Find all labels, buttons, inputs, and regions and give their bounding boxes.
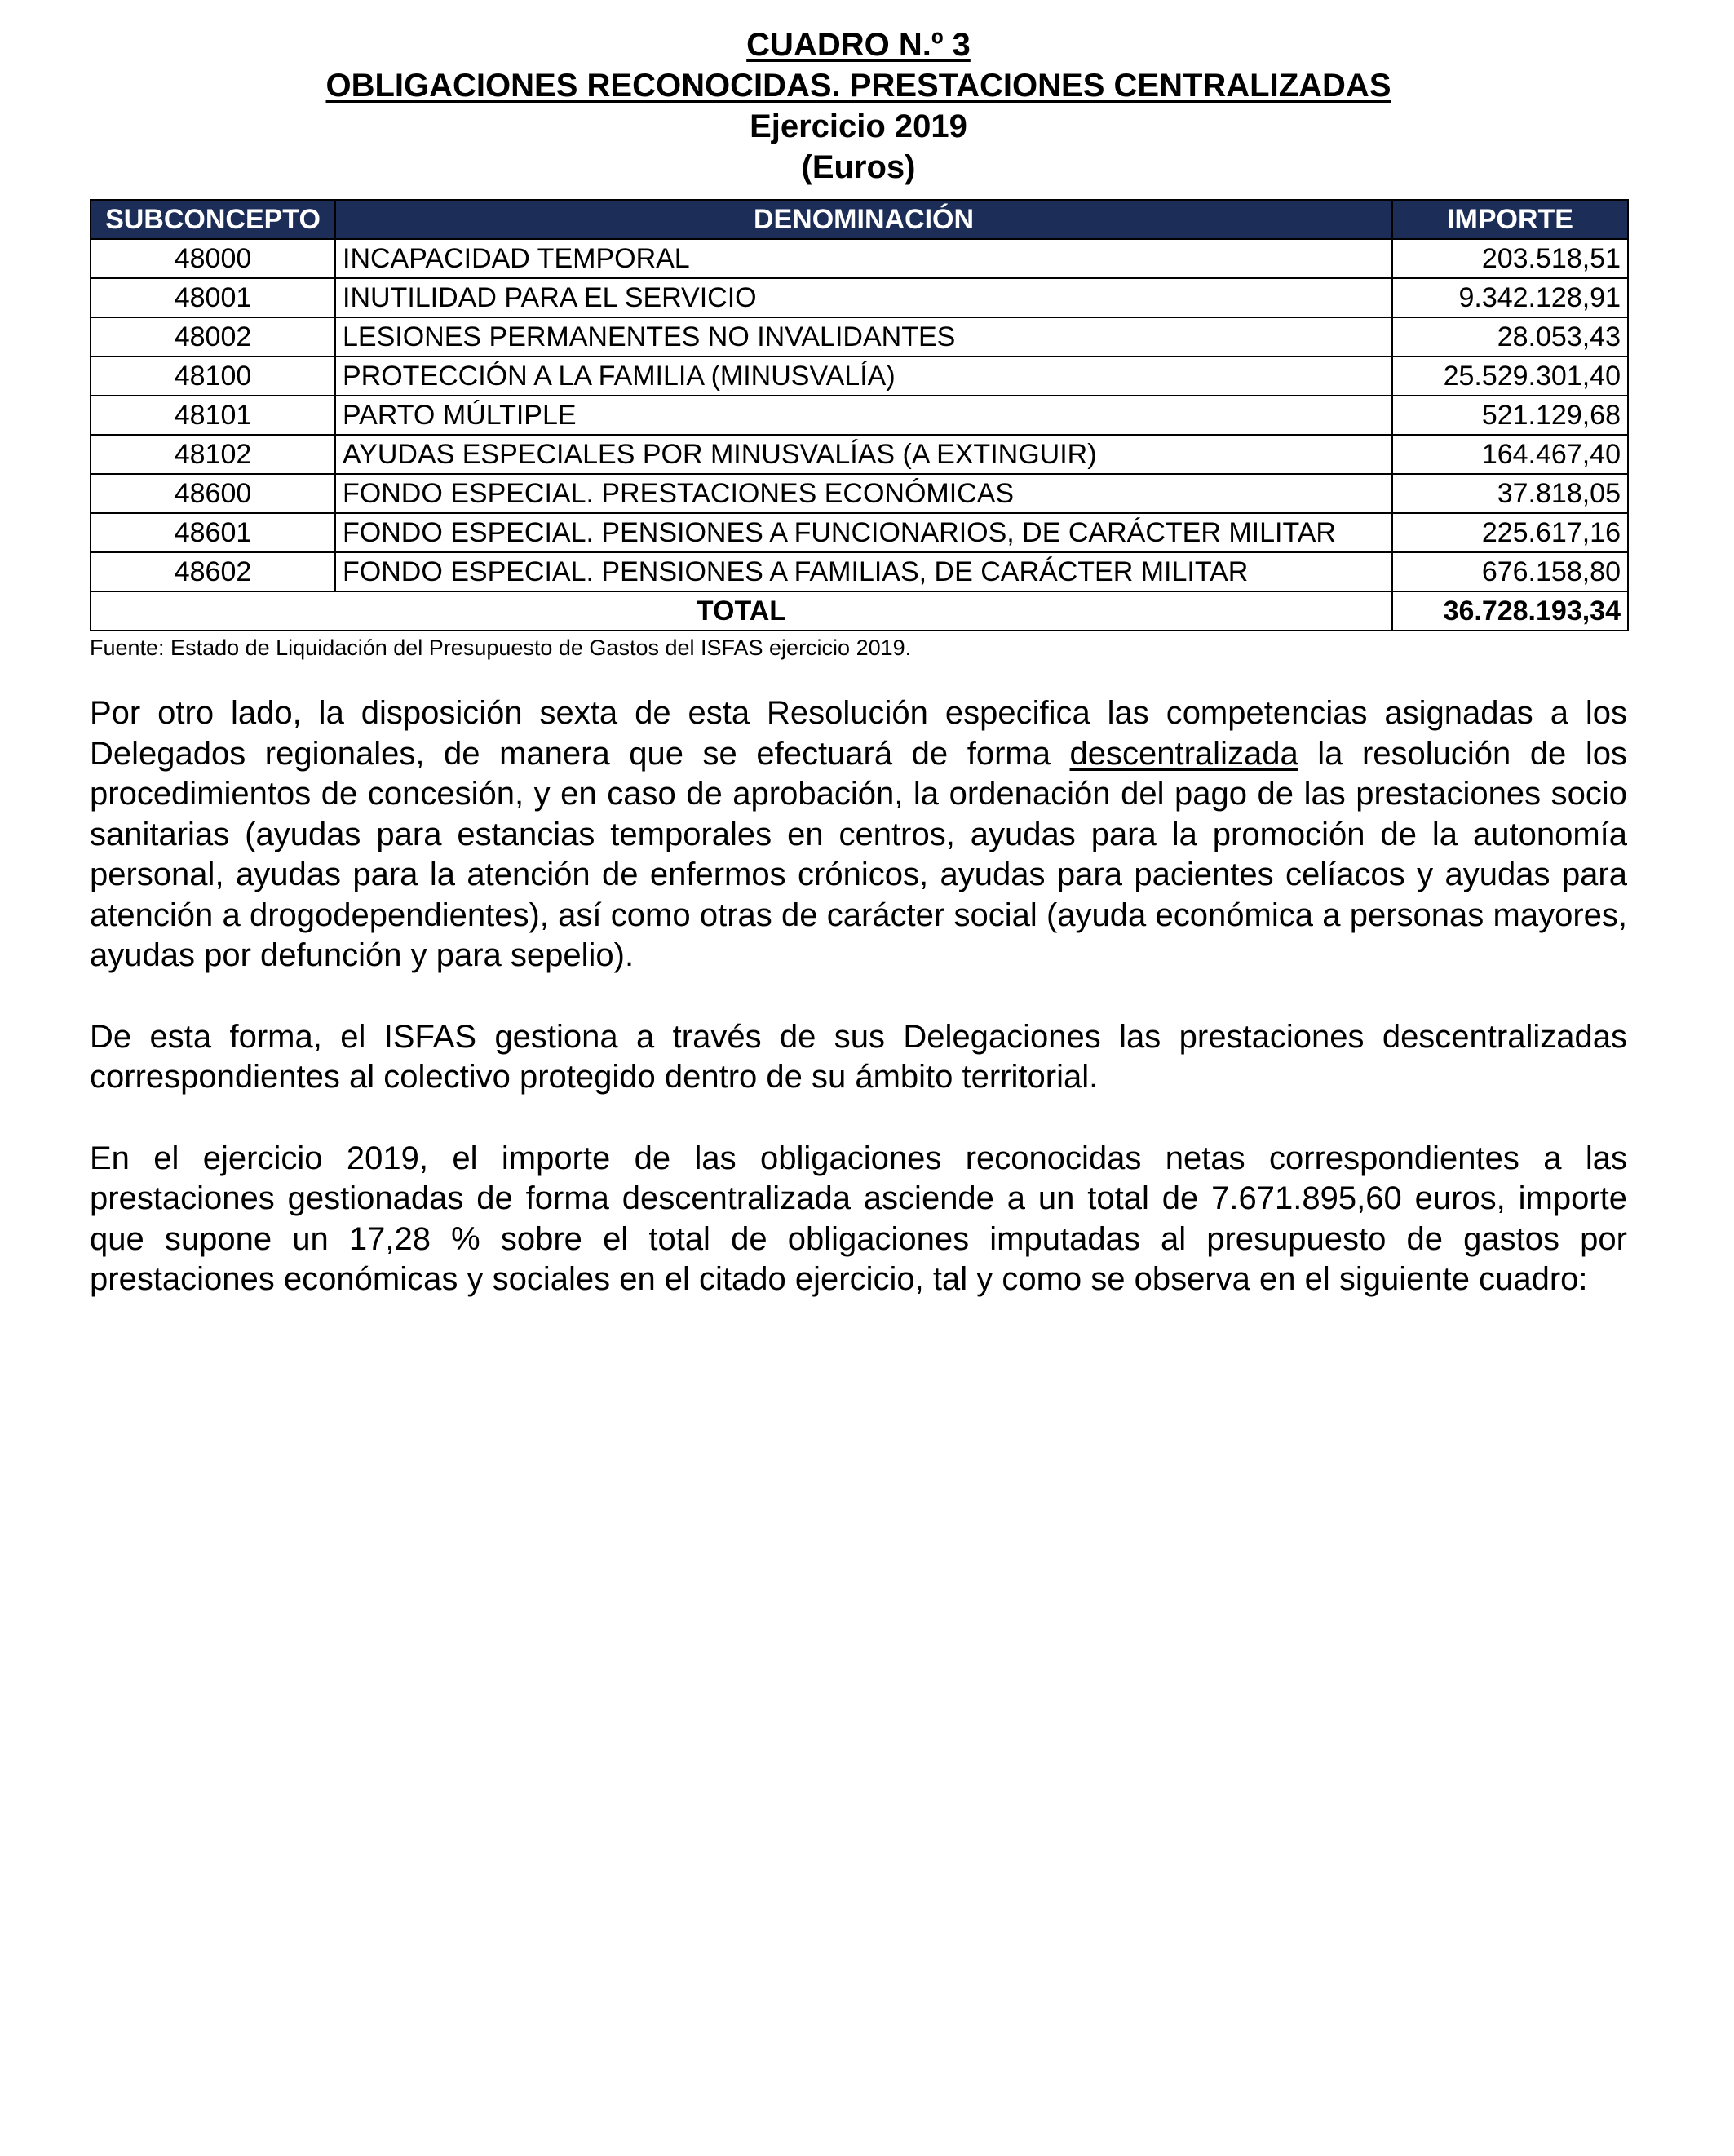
header-denominacion: DENOMINACIÓN xyxy=(335,200,1392,239)
obligaciones-table xyxy=(90,199,1629,631)
cell-importe: 203.518,51 xyxy=(1392,239,1628,278)
cell-subconcepto: 48101 xyxy=(91,396,335,435)
cuadro-title: OBLIGACIONES RECONOCIDAS. PRESTACIONES CENTRALIZADAS xyxy=(325,68,1391,104)
cell-denominacion: FONDO ESPECIAL. PENSIONES A FUNCIONARIOS, DE CARÁCTER MILITAR xyxy=(335,513,1392,552)
cell-denominacion: LESIONES PERMANENTES NO INVALIDANTES xyxy=(335,317,1392,356)
table-source-note: Fuente: Estado de Liquidación del Presupuesto de Gastos del ISFAS ejercicio 2019. xyxy=(90,635,912,660)
cuadro-number: CUADRO N.º 3 xyxy=(746,27,971,63)
cell-subconcepto: 48001 xyxy=(91,278,335,317)
table-total-row xyxy=(91,591,1628,631)
total-importe: 36.728.193,34 xyxy=(1392,591,1628,631)
cell-subconcepto: 48102 xyxy=(91,435,335,474)
table-row xyxy=(91,513,1628,552)
table-header-row xyxy=(91,200,1628,239)
cell-denominacion: INCAPACIDAD TEMPORAL xyxy=(335,239,1392,278)
table-heading xyxy=(90,24,1627,188)
document-page xyxy=(90,24,1627,1300)
cell-subconcepto: 48600 xyxy=(91,474,335,513)
paragraph-competencias xyxy=(90,693,1627,976)
paragraph-delegaciones: De esta forma, el ISFAS gestiona a través de sus Delegaciones las prestaciones descentralizadas correspondientes al colectivo protegido dentro de su ámbito territorial. xyxy=(90,1018,1627,1095)
table-row xyxy=(91,396,1628,435)
cuadro-year: Ejercicio 2019 xyxy=(750,108,967,144)
cell-subconcepto: 48602 xyxy=(91,552,335,591)
cell-importe: 28.053,43 xyxy=(1392,317,1628,356)
cell-denominacion: PARTO MÚLTIPLE xyxy=(335,396,1392,435)
table-row xyxy=(91,239,1628,278)
cell-denominacion: FONDO ESPECIAL. PRESTACIONES ECONÓMICAS xyxy=(335,474,1392,513)
cell-subconcepto: 48601 xyxy=(91,513,335,552)
total-label: TOTAL xyxy=(91,591,1392,631)
cell-importe: 676.158,80 xyxy=(1392,552,1628,591)
paragraph-text: la resolución de los procedimientos de concesión, y en caso de aprobación, la ordenación del pago de las prestaciones socio sanitarias (ayudas para estancias temporales en centros, ayudas para la promoción de la autonomía personal, ayudas para la atención de enfermos crónicos, ayudas para pacientes celíacos y ayudas para atención a drogodependientes), así como otras de carácter social (ayuda económica a personas mayores, ayudas por defunción y para sepelio). xyxy=(90,735,1627,973)
cell-importe: 521.129,68 xyxy=(1392,396,1628,435)
underlined-term: descentralizada xyxy=(1069,735,1298,772)
header-importe: IMPORTE xyxy=(1392,200,1628,239)
paragraph-importe: En el ejercicio 2019, el importe de las obligaciones reconocidas netas correspondientes a las prestaciones gestionadas de forma descentralizada asciende a un total de 7.671.895,60 euros, importe que supone un 17,28 % sobre el total de obligaciones imputadas al presupuesto de gastos por prestaciones económicas y sociales en el citado ejercicio, tal y como se observa en el siguiente cuadro: xyxy=(90,1140,1627,1297)
cell-subconcepto: 48100 xyxy=(91,356,335,396)
cell-denominacion: INUTILIDAD PARA EL SERVICIO xyxy=(335,278,1392,317)
table-row xyxy=(91,435,1628,474)
cell-importe: 37.818,05 xyxy=(1392,474,1628,513)
cell-denominacion: AYUDAS ESPECIALES POR MINUSVALÍAS (A EXTINGUIR) xyxy=(335,435,1392,474)
cuadro-unit: (Euros) xyxy=(801,149,916,185)
cell-importe: 225.617,16 xyxy=(1392,513,1628,552)
table-row xyxy=(91,474,1628,513)
table-row xyxy=(91,356,1628,396)
paragraph-text: Por otro lado, la disposición sexta de esta Resolución especifica las competencias asignadas a los Delegados regionales, de manera que se efectuará de forma xyxy=(90,695,1627,772)
cell-importe: 9.342.128,91 xyxy=(1392,278,1628,317)
cell-denominacion: FONDO ESPECIAL. PENSIONES A FAMILIAS, DE CARÁCTER MILITAR xyxy=(335,552,1392,591)
header-subconcepto: SUBCONCEPTO xyxy=(91,200,335,239)
cell-subconcepto: 48000 xyxy=(91,239,335,278)
table-row xyxy=(91,552,1628,591)
table-row xyxy=(91,317,1628,356)
cell-denominacion: PROTECCIÓN A LA FAMILIA (MINUSVALÍA) xyxy=(335,356,1392,396)
cell-subconcepto: 48002 xyxy=(91,317,335,356)
cell-importe: 164.467,40 xyxy=(1392,435,1628,474)
cell-importe: 25.529.301,40 xyxy=(1392,356,1628,396)
table-row xyxy=(91,278,1628,317)
